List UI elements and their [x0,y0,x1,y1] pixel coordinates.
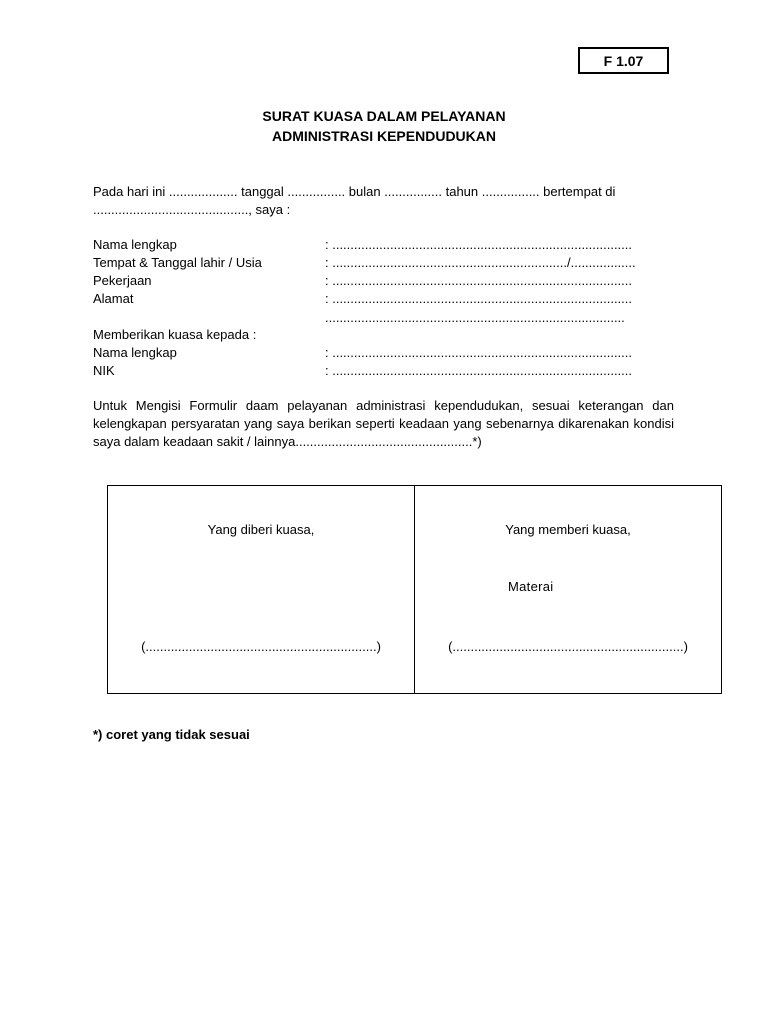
signature-cell-grantor [415,486,721,693]
field-blank: : ................................................................................... [325,345,633,360]
field-blank: : ................................................................./.................. [325,255,636,270]
signature-line-grantor: (................................................................) [448,639,688,654]
grantor-field-address-cont [93,309,673,327]
form-code-badge: F 1.07 [578,47,669,74]
field-label: Pekerjaan [93,273,152,288]
field-label: Nama lengkap [93,345,177,360]
field-blank: : ................................................................................... [325,237,633,252]
footnote: *) coret yang tidak sesuai [93,727,250,742]
grantor-field-birth [93,254,673,272]
purpose-paragraph: Untuk Mengisi Formulir daam pelayanan administrasi kependudukan, sesuai keterangan dan kelengkapan persyaratan yang saya berikan seperti keadaan yang sebenarnya dikarenakan kondisi saya dalam keadaan sakit / lainnya.................................................*) [93,398,674,449]
signature-heading-grantor: Yang memberi kuasa, [505,522,631,537]
signature-heading-grantee: Yang diberi kuasa, [207,522,315,537]
intro-line-1: Pada hari ini ................... tanggal ................ bulan ................ tahun ................ bertempat di [93,184,616,199]
signature-line-grantee: (................................................................) [141,639,381,654]
field-label: NIK [93,363,115,378]
field-blank: : ................................................................................... [325,273,633,288]
materai-stamp-label: Materai [508,579,554,594]
field-blank: : ................................................................................... [325,363,633,378]
signature-cell-grantee [108,486,415,693]
field-blank: ................................................................................... [325,310,625,325]
field-label: Nama lengkap [93,237,177,252]
field-label: Tempat & Tanggal lahir / Usia [93,255,262,270]
grantor-field-name [93,236,673,254]
document-title-line2: ADMINISTRASI KEPENDUDUKAN [271,128,496,144]
grantor-field-occupation [93,272,673,290]
grantee-field-name [93,344,673,362]
document-title-line1: SURAT KUASA DALAM PELAYANAN [262,108,506,124]
signature-table [107,485,722,694]
field-blank: : ................................................................................... [325,291,633,306]
grantee-heading: Memberikan kuasa kepada : [93,327,257,342]
grantee-field-nik [93,362,673,380]
grantor-field-address [93,290,673,308]
intro-line-2: ..........................................., saya : [93,202,291,217]
field-label: Alamat [93,291,134,306]
